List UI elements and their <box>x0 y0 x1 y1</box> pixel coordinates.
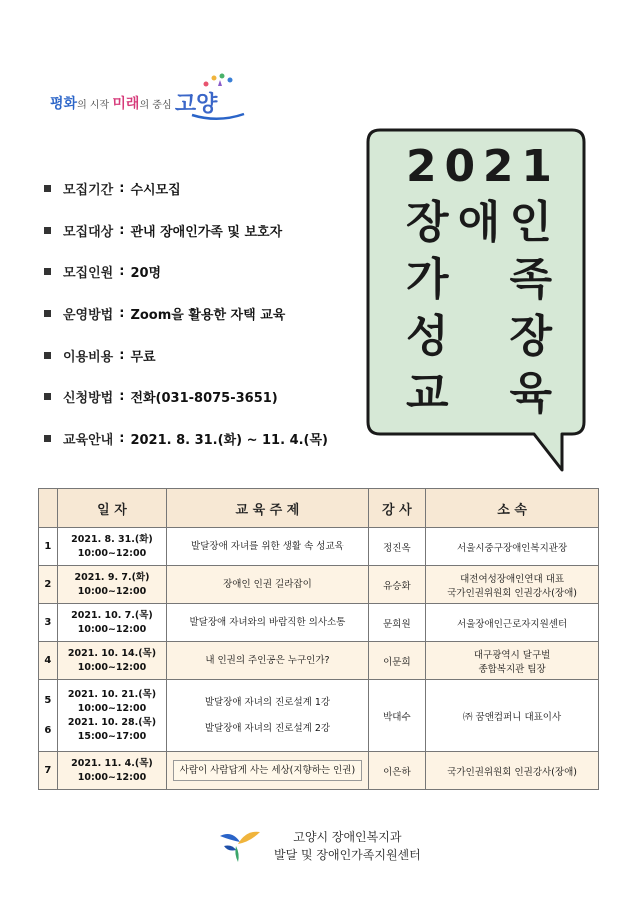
lecturer-cell: 정진옥 <box>368 528 426 566</box>
topic-cell: 내 인권의 주인공은 누구인가? <box>167 642 368 680</box>
title-line-disabled: 장 애 인 <box>406 197 552 248</box>
info-value: 2021. 8. 31.(화) ~ 11. 4.(목) <box>130 432 328 448</box>
info-row-method: 운영방법 : Zoom을 활용한 자택 교육 <box>44 293 364 335</box>
info-label: 모집대상 <box>63 224 114 240</box>
bullet-icon <box>44 268 51 275</box>
date-cell: 2021. 10. 21.(목) 10:00~12:00 2021. 10. 28.(목) 15:00~17:00 <box>57 680 167 752</box>
affiliation-cell: 국가인권위원회 인권강사(장애) <box>426 752 599 790</box>
info-label: 운영방법 <box>63 308 114 324</box>
bullet-icon <box>44 435 51 442</box>
footer <box>218 826 478 870</box>
table-row: 7 2021. 11. 4.(목) 10:00~12:00 사람이 사람답게 사는 세상(지향하는 인권) 이은하 국가인권위원회 인권강사(장애) <box>39 752 599 790</box>
table-header-affiliation: 소 속 <box>426 489 599 528</box>
footer-org: 고양시 장애인복지과 발달 및 장애인가족지원센터 <box>274 830 421 862</box>
info-value: 20명 <box>130 266 162 282</box>
row-number-stack: 5 6 <box>39 680 58 752</box>
affiliation-cell: 서울시중구장애인복지관장 <box>426 528 599 566</box>
info-value: Zoom을 활용한 자택 교육 <box>130 308 286 324</box>
topic-cell: 발달장애 자녀를 위한 생활 속 성교육 <box>167 528 368 566</box>
schedule-table <box>38 488 599 790</box>
table-row: 1 2021. 8. 31.(화) 10:00~12:00 발달장애 자녀를 위한 생활 속 성교육 정진옥 서울시중구장애인복지관장 <box>39 528 599 566</box>
table-header-num <box>39 489 58 528</box>
table-row <box>39 680 599 752</box>
info-row-capacity: 모집인원 : 20명 <box>44 251 364 293</box>
bullet-icon <box>44 352 51 359</box>
logo-slogan: 평화의 시작 미래의 중심 고양 <box>50 92 218 117</box>
info-label: 교육안내 <box>63 432 114 448</box>
lecturer-cell: 이은하 <box>368 752 426 790</box>
topic-cell: 사람이 사람답게 사는 세상(지향하는 인권) <box>167 752 368 790</box>
date-cell: 2021. 10. 14.(목) 10:00~12:00 <box>57 642 167 680</box>
affiliation-cell: 대전여성장애인연대 대표 국가인권위원회 인권강사(장애) <box>426 566 599 604</box>
table-header-date: 일 자 <box>57 489 167 528</box>
info-row-schedule: 교육안내 : 2021. 8. 31.(화) ~ 11. 4.(목) <box>44 418 364 460</box>
title-block <box>366 128 586 436</box>
bullet-icon <box>44 227 51 234</box>
affiliation-cell: 대구광역시 달구벌 종합복지관 팀장 <box>426 642 599 680</box>
info-value: 수시모집 <box>130 183 181 199</box>
topic-cell: 발달장애 자녀와의 바람직한 의사소통 <box>167 604 368 642</box>
lecturer-cell: 문희원 <box>368 604 426 642</box>
logo-swoosh-icon <box>190 106 246 125</box>
table-row: 4 2021. 10. 14.(목) 10:00~12:00 내 인권의 주인공은 누구인가? 이문희 대구광역시 달구벌 종합복지관 팀장 <box>39 642 599 680</box>
bullet-icon <box>44 393 51 400</box>
bullet-icon <box>44 310 51 317</box>
info-value: 관내 장애인가족 및 보호자 <box>130 224 283 240</box>
table-header-lecturer: 강 사 <box>368 489 426 528</box>
date-cell: 2021. 11. 4.(목) 10:00~12:00 <box>57 752 167 790</box>
lecturer-cell: 이문희 <box>368 642 426 680</box>
goyang-emblem-icon <box>218 828 262 868</box>
info-label: 이용비용 <box>63 349 114 365</box>
affiliation-cell: ㈜ 꿈앤컴퍼니 대표이사 <box>426 680 599 752</box>
title-line-education: 교 육 <box>406 368 552 419</box>
table-header-topic: 교 육 주 제 <box>167 489 368 528</box>
title-line-family: 가 족 <box>406 254 552 305</box>
title-line-growth: 성 장 <box>406 311 552 362</box>
affiliation-cell: 서울장애인근로자지원센터 <box>426 604 599 642</box>
info-row-fee: 이용비용 : 무료 <box>44 334 364 376</box>
lecturer-cell: 유승화 <box>368 566 426 604</box>
table-header-row <box>39 489 599 528</box>
info-value: 전화(031-8075-3651) <box>130 391 278 407</box>
topic-cell: 장애인 인권 길라잡이 <box>167 566 368 604</box>
goyang-logo <box>50 72 250 120</box>
table-row: 2 2021. 9. 7.(화) 10:00~12:00 장애인 인권 길라잡이 유승화 대전여성장애인연대 대표 국가인권위원회 인권강사(장애) <box>39 566 599 604</box>
title-year: 2 0 2 1 <box>406 141 552 192</box>
info-value: 무료 <box>130 349 156 365</box>
date-cell: 2021. 8. 31.(화) 10:00~12:00 <box>57 528 167 566</box>
topic-cell: 발달장애 자녀의 진로설계 1강 발달장애 자녀의 진로설계 2강 <box>167 680 368 752</box>
info-list <box>44 168 364 459</box>
info-row-recruit-period: 모집기간 : 수시모집 <box>44 168 364 210</box>
lecturer-cell: 박대수 <box>368 680 426 752</box>
info-label: 모집기간 <box>63 183 114 199</box>
info-label: 신청방법 <box>63 391 114 407</box>
date-cell: 2021. 9. 7.(화) 10:00~12:00 <box>57 566 167 604</box>
bullet-icon <box>44 185 51 192</box>
table-row: 3 2021. 10. 7.(목) 10:00~12:00 발달장애 자녀와의 바람직한 의사소통 문희원 서울장애인근로자지원센터 <box>39 604 599 642</box>
info-label: 모집인원 <box>63 266 114 282</box>
info-row-apply: 신청방법 : 전화(031-8075-3651) <box>44 376 364 418</box>
info-row-target: 모집대상 : 관내 장애인가족 및 보호자 <box>44 210 364 252</box>
date-cell: 2021. 10. 7.(목) 10:00~12:00 <box>57 604 167 642</box>
